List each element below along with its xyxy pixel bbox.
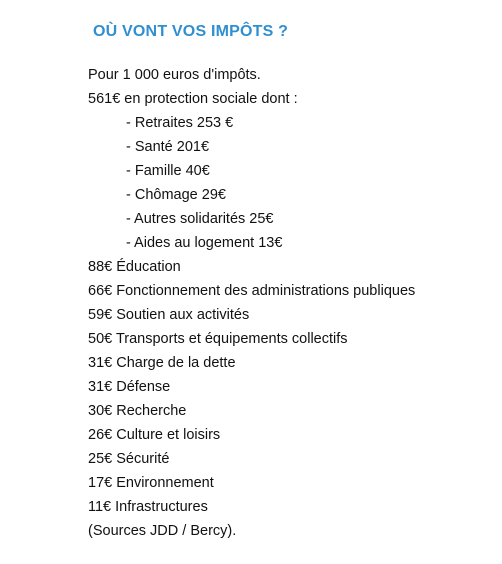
item-defense: 31€ Défense [88, 379, 171, 395]
social-item-aides-logement: - Aides au logement 13€ [126, 235, 283, 251]
item-recherche: 30€ Recherche [88, 403, 187, 419]
social-item-chomage: - Chômage 29€ [126, 187, 226, 203]
item-education: 88€ Éducation [88, 259, 181, 275]
item-soutien-activites: 59€ Soutien aux activités [88, 307, 250, 323]
item-infrastructures: 11€ Infrastructures [88, 499, 208, 515]
item-fonctionnement: 66€ Fonctionnement des administrations publiques [88, 283, 416, 299]
social-item-retraites: - Retraites 253 € [126, 115, 234, 131]
social-item-sante: - Santé 201€ [126, 139, 210, 155]
item-environnement: 17€ Environnement [88, 475, 214, 491]
item-charge-dette: 31€ Charge de la dette [88, 355, 236, 371]
page-title: OÙ VONT VOS IMPÔTS ? [93, 23, 289, 40]
social-protection-header: 561€ en protection sociale dont : [88, 91, 298, 107]
item-securite: 25€ Sécurité [88, 451, 170, 467]
source-note: (Sources JDD / Bercy). [88, 523, 237, 539]
intro-text: Pour 1 000 euros d'impôts. [88, 67, 261, 83]
tax-breakdown [88, 63, 488, 543]
social-item-autres-solidarites: - Autres solidarités 25€ [126, 211, 274, 227]
social-item-famille: - Famille 40€ [126, 163, 210, 179]
item-culture-loisirs: 26€ Culture et loisirs [88, 427, 221, 443]
item-transports: 50€ Transports et équipements collectifs [88, 331, 348, 347]
